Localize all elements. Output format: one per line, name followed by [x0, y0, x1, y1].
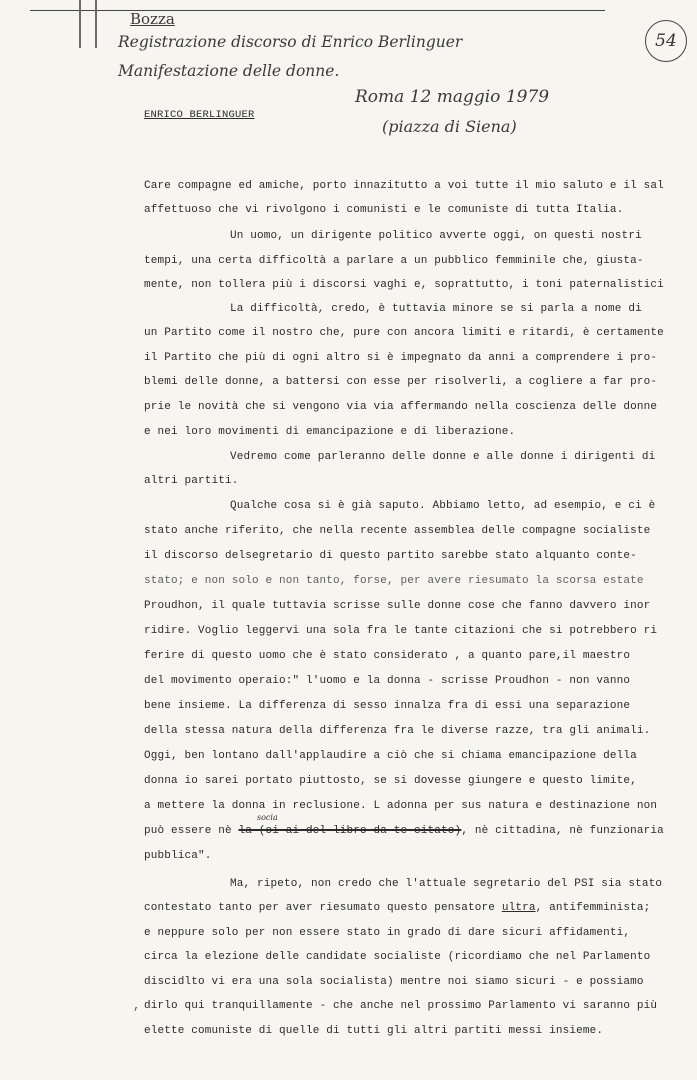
- text-line: ridire. Voglio leggervi una sola fra le tante citazioni che si potrebbero ri: [144, 625, 658, 637]
- text-line: circa la elezione delle candidate socialiste (ricordiamo che nel Parlamento: [144, 951, 651, 963]
- text-segment: , antifemminista;: [535, 902, 651, 914]
- text-line: e nei loro movimenti di emancipazione e di liberazione.: [144, 426, 516, 438]
- text-line: un Partito come il nostro che, pure con ancora limiti e ritardi, è certamente: [144, 327, 664, 339]
- draft-label: Bozza: [130, 10, 175, 28]
- text-line: Oggi, ben lontano dall'applaudire a ciò che si chiama emancipazione della: [144, 750, 637, 762]
- text-line: altri partiti.: [144, 475, 239, 487]
- text-line: Care compagne ed amiche, porto innazitutto a voi tutte il mio saluto e il sal: [144, 180, 664, 192]
- top-rule: [30, 10, 605, 11]
- text-line: Vedremo come parleranno delle donne e alle donne i dirigenti di: [230, 451, 656, 463]
- text-line: prie le novità che si vengono via via affermando nella coscienza delle donne: [144, 401, 658, 413]
- folio-number: 54: [645, 20, 687, 62]
- text-line: mente, non tollera più i discorsi vaghi e, soprattutto, i toni paternalistici: [144, 279, 664, 291]
- text-line: della stessa natura della differenza fra le diverse razze, tra gli animali.: [144, 725, 651, 737]
- text-line: il discorso delsegretario di questo partito sarebbe stato alquanto conte-: [144, 550, 637, 562]
- text-line: bene insieme. La differenza di sesso innalza fra di essi una separazione: [144, 700, 631, 712]
- text-line-with-underline: [144, 902, 650, 914]
- text-line: ferire di questo uomo che è stato considerato , a quanto pare,il maestro: [144, 650, 631, 662]
- handwritten-location: (piazza di Siena): [382, 117, 517, 136]
- text-line: il Partito che più di ogni altro si è impegnato da anni a comprendere i pro-: [144, 352, 658, 364]
- binder-mark-right: [95, 0, 97, 48]
- text-line-with-strikethrough: [144, 825, 664, 837]
- handwritten-place-date: Roma 12 maggio 1979: [355, 87, 550, 107]
- text-segment: può essere nè: [144, 825, 239, 837]
- text-line: donna io sarei portato piuttosto, se si dovesse giungere e questo limite,: [144, 775, 637, 787]
- text-line: a mettere la donna in reclusione. L adonna per sus natura e destinazione non: [144, 800, 658, 812]
- text-line: e neppure solo per non essere stato in grado di dare sicuri affidamenti,: [144, 927, 631, 939]
- text-line: La difficoltà, credo, è tuttavia minore se si parla a nome di: [230, 303, 642, 315]
- text-line: elette comuniste di quelle di tutti gli altri partiti messi insieme.: [144, 1025, 604, 1037]
- text-line: Qualche cosa si è già saputo. Abbiamo letto, ad esempio, e ci è: [230, 500, 656, 512]
- text-line: stato anche riferito, che nella recente assemblea delle compagne socialiste: [144, 525, 651, 537]
- text-line: stato; e non solo e non tanto, forse, per avere riesumato la scorsa estate: [144, 575, 644, 587]
- typed-heading: ENRICO BERLINGUER: [144, 109, 255, 121]
- handwritten-title-line1: Registrazione discorso di Enrico Berlinguer: [118, 33, 463, 51]
- margin-mark: ,: [133, 999, 141, 1013]
- binder-mark-left: [79, 0, 81, 48]
- text-line: Proudhon, il quale tuttavia scrisse sulle donne cose che fanno davvero inor: [144, 600, 651, 612]
- handwritten-title-line2: Manifestazione delle donne.: [118, 62, 340, 80]
- text-line: pubblica".: [144, 850, 212, 862]
- text-line: del movimento operaio:" l'uomo e la donna - scrisse Proudhon - non vanno: [144, 675, 631, 687]
- text-segment: contestato tanto per aver riesumato questo pensatore: [144, 902, 502, 914]
- text-line: dirlo qui tranquillamente - che anche nel prossimo Parlamento vi saranno più: [144, 1000, 658, 1012]
- text-segment: , nè cittadina, nè funzionaria: [461, 825, 664, 837]
- text-line: Un uomo, un dirigente politico avverte oggi, on questi nostri: [230, 230, 642, 242]
- text-line: tempi, una certa difficoltà a parlare a un pubblico femminile che, giusta-: [144, 255, 644, 267]
- text-line: blemi delle donne, a battersi con esse per risolverli, a cogliere a far pro-: [144, 376, 658, 388]
- struck-text: la (oi ai del libro da te citato): [238, 825, 462, 837]
- handwritten-correction: socia: [257, 813, 278, 822]
- text-line: discidlto vi era una sola socialista) mentre noi siamo sicuri - e possiamo: [144, 976, 644, 988]
- text-line: Ma, ripeto, non credo che l'attuale segretario del PSI sia stato: [230, 878, 663, 890]
- underlined-word: ultra: [501, 902, 536, 914]
- text-line: affettuoso che vi rivolgono i comunisti e le comuniste di tutta Italia.: [144, 204, 624, 216]
